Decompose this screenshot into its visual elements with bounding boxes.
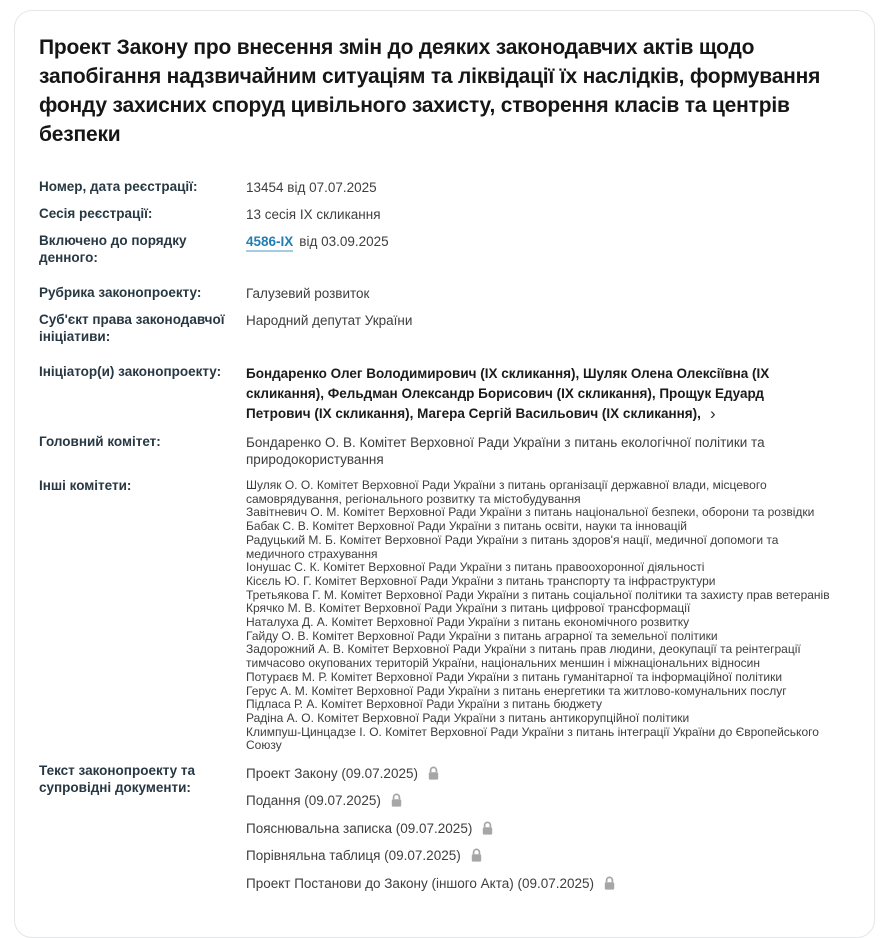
row-label: Текст законопроекту та супровідні документи: [39,763,196,795]
row-value [246,478,832,753]
document-item [246,792,832,810]
table-row [39,174,832,201]
bill-card [14,10,875,938]
committee-item: Бабак С. В. Комітет Верховної Ради України з питань освіти, науки та інновацій [246,519,687,534]
committee-item: Наталуха Д. А. Комітет Верховної Ради України з питань економічного розвитку [246,615,690,630]
lock-icon [603,876,616,891]
committee-item: Шуляк О. О. Комітет Верховної Ради України з питань організації державної влади, місцевого самоврядування, регіонального розвитку та містобудування [246,478,767,506]
value-text: 13 сесія IX скликання [246,207,381,222]
row-label: Інші комітети: [39,478,132,493]
row-value [246,364,832,424]
agenda-resolution-link[interactable]: 4586-IX [246,234,293,252]
committee-item: Третьякова Г. М. Комітет Верховної Ради України з питань соціальної політики та захисту прав ветеранів [246,587,830,602]
row-label: Рубрика законопроекту: [39,285,202,300]
document-item [246,847,832,865]
lock-icon [470,848,483,863]
value-text: від 03.09.2025 [299,234,389,249]
chevron-right-icon[interactable]: › [709,404,716,423]
value-text: Народний депутат України [246,313,413,328]
table-row [39,201,832,228]
committee-item: Завітневич О. М. Комітет Верховної Ради України з питань національної безпеки, оборони та розвідки [246,505,815,520]
row-label: Включено до порядку денного: [39,233,187,265]
table-row [39,758,832,907]
lock-icon [481,821,494,836]
committee-item: Гайду О. В. Комітет Верховної Ради України з питань аграрної та земельної політики [246,628,718,643]
committee-item: Радуцький М. Б. Комітет Верховної Ради України з питань здоров'я нації, медичної допомоги та медичного страхування [246,532,779,561]
bill-info-table [39,174,832,907]
document-link[interactable]: Проект Постанови до Закону (іншого Акта) (09.07.2025) [246,875,595,891]
table-row [39,228,832,271]
committee-item: Климпуш-Цинцадзе І. О. Комітет Верховної Ради України з питань інтеграції України до Європейського Союзу [246,724,819,753]
document-item [246,764,832,782]
row-value [246,179,832,196]
lock-icon [427,766,440,781]
page-title: Проект Закону про внесення змін до деяких законодавчих актів щодо запобігання надзвичайним ситуаціям та ліквідації їх наслідків, формування фонду захисних споруд цивільного захисту, створення класів та центрів безпеки [39,36,821,146]
value-text: Бондаренко О. В. Комітет Верховної Ради України з питань екологічної політики та природокористування [246,435,765,467]
document-item [246,819,832,837]
row-value [246,285,832,302]
document-link[interactable]: Подання (09.07.2025) [246,793,381,809]
table-row [39,473,832,758]
committee-item: Кісєль Ю. Г. Комітет Верховної Ради України з питань транспорту та інфраструктури [246,573,716,588]
committee-item: Радіна А. О. Комітет Верховної Ради України з питань антикорупційної політики [246,710,690,725]
committee-item: Крячко М. В. Комітет Верховної Ради України з питань цифрової трансформації [246,601,691,616]
committee-item: Іонушас С. К. Комітет Верховної Ради України з питань правоохоронної діяльності [246,560,705,575]
row-label: Головний комітет: [39,434,161,449]
row-label: Сесія реєстрації: [39,206,153,221]
table-row [39,280,832,307]
committee-item: Підласа Р. А. Комітет Верховної Ради України з питань бюджету [246,697,603,712]
table-row [39,307,832,350]
table-row [39,429,832,473]
row-value [246,763,832,902]
value-text: 13454 від 07.07.2025 [246,180,377,195]
row-label: Ініціатор(и) законопроекту: [39,364,222,379]
committee-item: Потураєв М. Р. Комітет Верховної Ради України з питань гуманітарної та інформаційної політики [246,669,783,684]
value-text: Галузевий розвиток [246,286,370,301]
row-value [246,206,832,223]
committee-item: Задорожний А. В. Комітет Верховної Ради України з питань прав людини, деокупації та реінтеграції тимчасово окупованих територій України, національних меншин і міжнаціональних відносин [246,642,801,671]
lock-icon [390,793,403,808]
committee-item: Герус А. М. Комітет Верховної Ради України з питань енергетики та житлово-комунальних послуг [246,683,787,698]
table-row [39,359,832,429]
document-link[interactable]: Пояснювальна записка (09.07.2025) [246,820,473,836]
document-link[interactable]: Проект Закону (09.07.2025) [246,765,418,781]
row-value [246,233,832,250]
document-item [246,874,832,892]
row-label: Суб'єкт права законодавчої ініціативи: [39,312,225,344]
initiators-text: Бондаренко Олег Володимирович (IX скликання), Шуляк Олена Олексіївна (IX скликання), Фельдман Олександр Борисович (IX скликання), Прощук Едуард Петрович (IX скликання), Магера Сергій Васильович (IX скликання), [246,366,770,421]
row-value [246,434,832,468]
row-value [246,312,832,329]
document-link[interactable]: Порівняльна таблиця (09.07.2025) [246,848,461,864]
row-label: Номер, дата реєстрації: [39,179,198,194]
